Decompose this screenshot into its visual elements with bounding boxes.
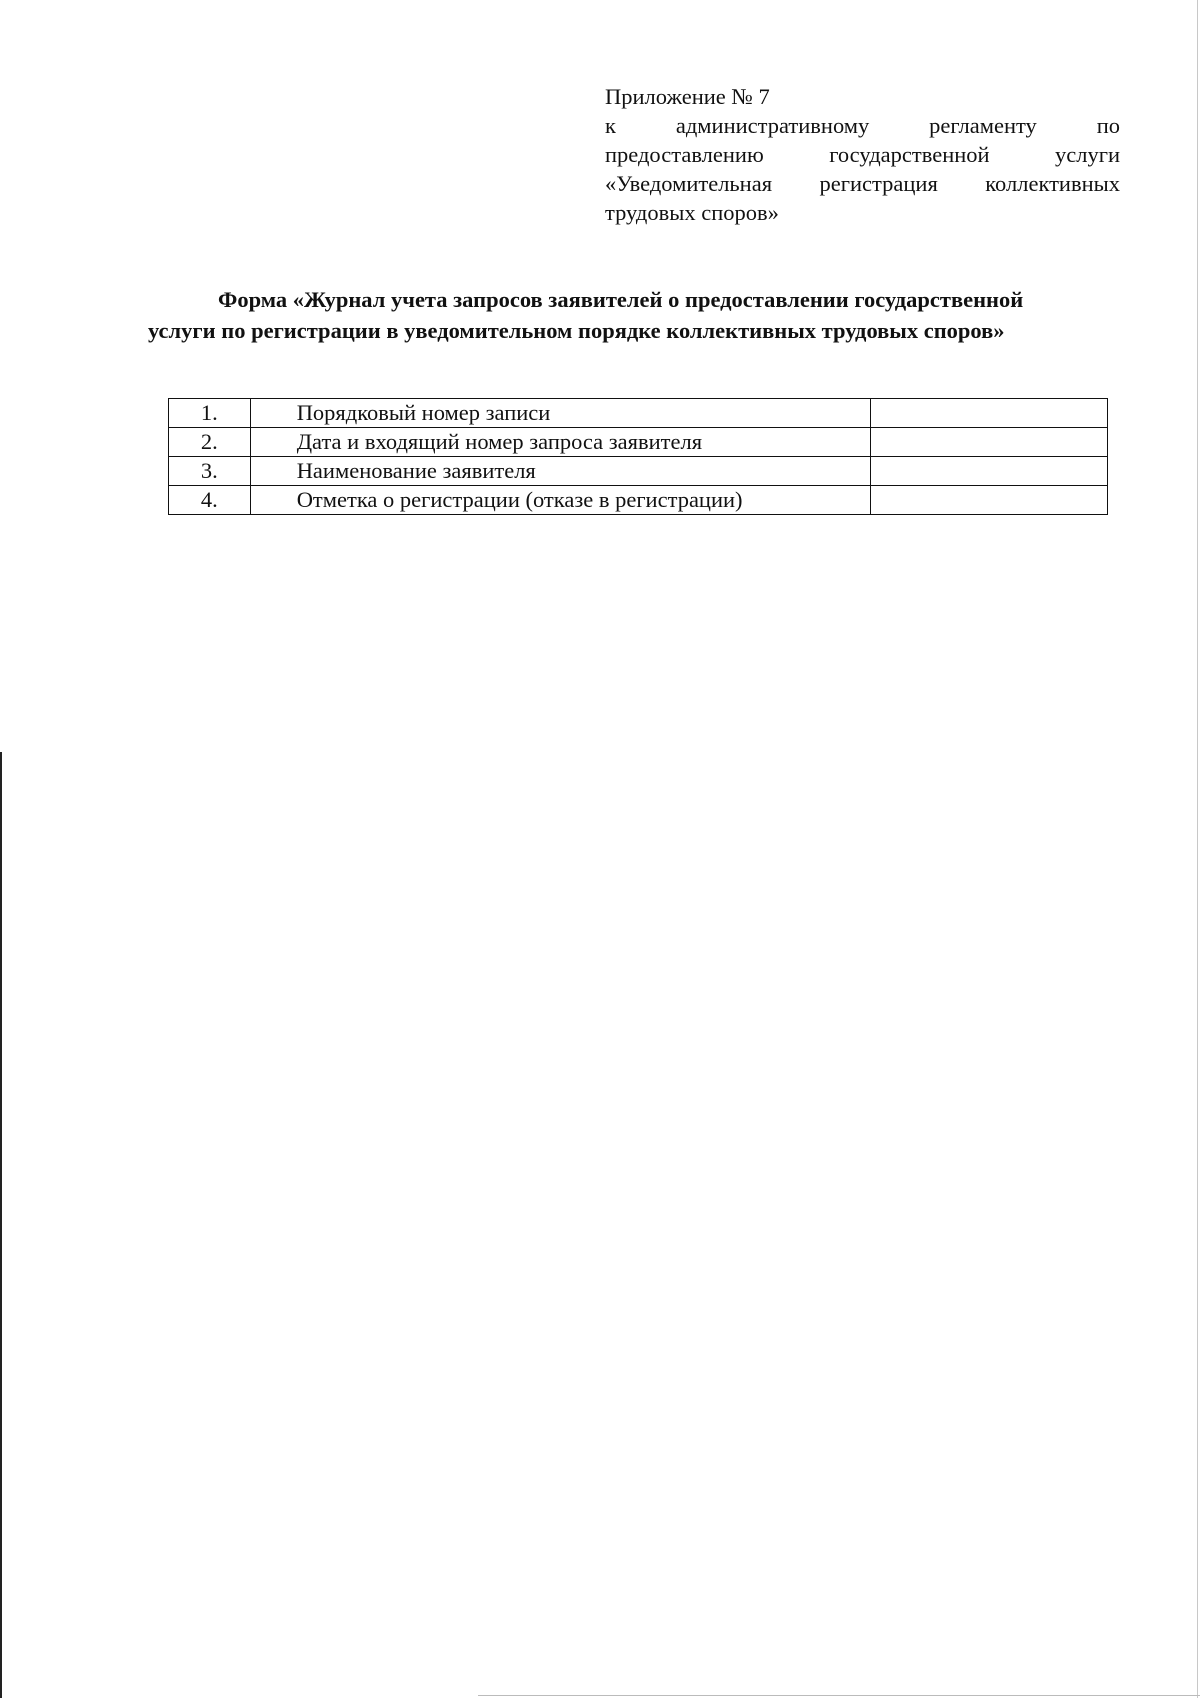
row-number: 1. xyxy=(169,399,251,428)
row-value xyxy=(871,428,1108,457)
appendix-title: Приложение № 7 xyxy=(605,84,770,109)
row-label: Дата и входящий номер запроса заявителя xyxy=(250,428,870,457)
row-label: Отметка о регистрации (отказе в регистрации) xyxy=(250,486,870,515)
scan-edge-bottom xyxy=(478,1695,1200,1696)
form-heading xyxy=(130,284,1110,346)
row-label: Порядковый номер записи xyxy=(250,399,870,428)
form-heading-line: услуги по регистрации в уведомительном порядке коллективных трудовых споров» xyxy=(148,318,1005,343)
table-row xyxy=(169,399,1108,428)
journal-table xyxy=(168,398,1108,515)
table-row xyxy=(169,457,1108,486)
row-value xyxy=(871,486,1108,515)
row-value xyxy=(871,457,1108,486)
row-label: Наименование заявителя xyxy=(250,457,870,486)
scan-edge-right xyxy=(1197,0,1198,1698)
appendix-line: «Уведомительная регистрация коллективных xyxy=(605,171,1120,196)
table-row xyxy=(169,486,1108,515)
form-heading-line: Форма «Журнал учета запросов заявителей о предоставлении государственной xyxy=(218,287,1024,312)
scan-edge-left xyxy=(0,752,2,1698)
row-number: 4. xyxy=(169,486,251,515)
appendix-block xyxy=(605,82,1120,227)
table-row xyxy=(169,428,1108,457)
row-value xyxy=(871,399,1108,428)
appendix-line: предоставлению государственной услуги xyxy=(605,142,1120,167)
row-number: 2. xyxy=(169,428,251,457)
appendix-line: трудовых споров» xyxy=(605,200,779,225)
row-number: 3. xyxy=(169,457,251,486)
appendix-line: к административному регламенту по xyxy=(605,113,1120,138)
